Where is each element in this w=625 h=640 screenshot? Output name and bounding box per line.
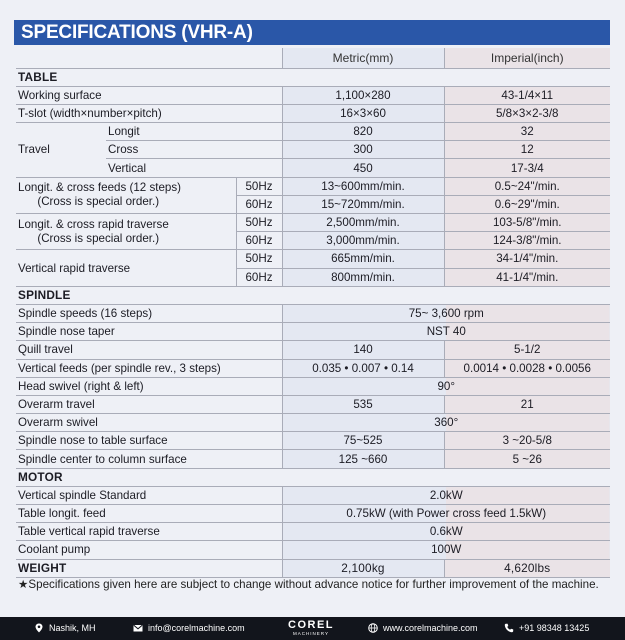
row-label: T-slot (width×number×pitch) xyxy=(16,104,282,122)
combined-value: NST 40 xyxy=(282,323,610,341)
table-row xyxy=(16,359,610,377)
combined-value: 100W xyxy=(282,541,610,559)
table-row xyxy=(16,432,610,450)
row-label: Working surface xyxy=(16,86,282,104)
imperial-value: 5/8×3×2-3/8 xyxy=(444,104,610,122)
phone-text: +91 98348 13425 xyxy=(519,623,590,633)
imperial-value: 0.0014 • 0.0028 • 0.0056 xyxy=(444,359,610,377)
location-pin-icon xyxy=(34,623,44,633)
imperial-value: 124-3/8"/min. xyxy=(444,232,610,250)
table-row xyxy=(16,123,610,141)
table-row xyxy=(16,395,610,413)
combined-value: 75~ 3,600 rpm xyxy=(282,304,610,322)
table-row xyxy=(16,541,610,559)
combined-value: 2.0kW xyxy=(282,486,610,504)
table-header-row xyxy=(16,48,610,68)
imperial-value: 4,620lbs xyxy=(444,559,610,577)
footer-phone[interactable] xyxy=(504,623,589,633)
section-motor xyxy=(16,468,610,486)
table-row xyxy=(16,214,610,232)
section-table xyxy=(16,68,610,86)
combined-value: 90° xyxy=(282,377,610,395)
imperial-value: 5 ~26 xyxy=(444,450,610,468)
imperial-value: 103-5/8"/min. xyxy=(444,214,610,232)
frequency-60hz: 60Hz xyxy=(236,195,282,213)
table-row xyxy=(16,104,610,122)
section-spindle xyxy=(16,286,610,304)
row-sublabel: Cross xyxy=(106,141,282,159)
metric-value: 665mm/min. xyxy=(282,250,444,268)
metric-value: 140 xyxy=(282,341,444,359)
frequency-60hz: 60Hz xyxy=(236,268,282,286)
imperial-value: 12 xyxy=(444,141,610,159)
phone-icon xyxy=(504,623,514,633)
feeds-label-line1: Longit. & cross feeds (12 steps) xyxy=(18,181,182,195)
section-heading: TABLE xyxy=(16,68,610,86)
globe-icon xyxy=(368,623,378,633)
row-label: Spindle nose to table surface xyxy=(16,432,282,450)
imperial-value: 21 xyxy=(444,395,610,413)
footer-location xyxy=(34,623,96,633)
metric-value: 450 xyxy=(282,159,444,177)
logo-subtext: MACHINERY xyxy=(293,631,329,636)
logo-text: COREL xyxy=(288,619,334,631)
section-heading: SPINDLE xyxy=(16,286,610,304)
metric-value: 3,000mm/min. xyxy=(282,232,444,250)
header-blank xyxy=(16,48,282,68)
travel-label: Travel xyxy=(16,123,106,178)
metric-value: 15~720mm/min. xyxy=(282,195,444,213)
metric-value: 13~600mm/min. xyxy=(282,177,444,195)
imperial-value: 5-1/2 xyxy=(444,341,610,359)
corel-logo xyxy=(288,619,334,637)
section-heading: MOTOR xyxy=(16,468,610,486)
row-label: Table longit. feed xyxy=(16,505,282,523)
row-label: Quill travel xyxy=(16,341,282,359)
section-weight xyxy=(16,559,610,577)
metric-value: 820 xyxy=(282,123,444,141)
imperial-value: 3 ~20-5/8 xyxy=(444,432,610,450)
row-label: Overarm travel xyxy=(16,395,282,413)
frequency-60hz: 60Hz xyxy=(236,232,282,250)
table-row xyxy=(16,141,610,159)
location-text: Nashik, MH xyxy=(49,623,96,633)
footer-bar xyxy=(0,617,625,640)
imperial-value: 34-1/4"/min. xyxy=(444,250,610,268)
metric-value: 75~525 xyxy=(282,432,444,450)
combined-value: 0.6kW xyxy=(282,523,610,541)
metric-value: 0.035 • 0.007 • 0.14 xyxy=(282,359,444,377)
email-icon xyxy=(133,623,143,633)
table-row xyxy=(16,414,610,432)
table-row xyxy=(16,341,610,359)
table-row xyxy=(16,304,610,322)
row-label: Spindle center to column surface xyxy=(16,450,282,468)
imperial-value: 0.6~29"/min. xyxy=(444,195,610,213)
table-row xyxy=(16,323,610,341)
table-row xyxy=(16,450,610,468)
table-row xyxy=(16,486,610,504)
feeds-label-line2: (Cross is special order.) xyxy=(37,195,160,209)
website-text: www.corelmachine.com xyxy=(383,623,478,633)
table-row xyxy=(16,505,610,523)
table-row xyxy=(16,159,610,177)
specifications-table xyxy=(16,48,610,578)
row-label: Spindle nose taper xyxy=(16,323,282,341)
table-row xyxy=(16,177,610,195)
metric-header: Metric(mm) xyxy=(282,48,444,68)
table-row xyxy=(16,250,610,268)
frequency-50hz: 50Hz xyxy=(236,177,282,195)
row-label: Vertical spindle Standard xyxy=(16,486,282,504)
combined-value: 0.75kW (with Power cross feed 1.5kW) xyxy=(282,505,610,523)
specification-note: ★Specifications given here are subject to change without advance notice for further improvement of the machine. xyxy=(18,578,599,591)
row-sublabel: Vertical xyxy=(106,159,282,177)
metric-value: 16×3×60 xyxy=(282,104,444,122)
imperial-value: 32 xyxy=(444,123,610,141)
row-label: Coolant pump xyxy=(16,541,282,559)
feeds-label xyxy=(16,177,236,213)
row-label: Overarm swivel xyxy=(16,414,282,432)
imperial-value: 41-1/4"/min. xyxy=(444,268,610,286)
frequency-50hz: 50Hz xyxy=(236,214,282,232)
metric-value: 2,100kg xyxy=(282,559,444,577)
row-label: Vertical feeds (per spindle rev., 3 steps) xyxy=(16,359,282,377)
email-text: info@corelmachine.com xyxy=(148,623,245,633)
rapid-label-line1: Longit. & cross rapid traverse xyxy=(18,217,169,231)
metric-value: 2,500mm/min. xyxy=(282,214,444,232)
row-label: Head swivel (right & left) xyxy=(16,377,282,395)
rapid-label xyxy=(16,214,236,250)
section-heading: WEIGHT xyxy=(16,559,282,577)
table-row xyxy=(16,86,610,104)
metric-value: 1,100×280 xyxy=(282,86,444,104)
row-label: Spindle speeds (16 steps) xyxy=(16,304,282,322)
vertical-rapid-label: Vertical rapid traverse xyxy=(16,250,236,286)
row-label: Table vertical rapid traverse xyxy=(16,523,282,541)
imperial-value: 17-3/4 xyxy=(444,159,610,177)
metric-value: 535 xyxy=(282,395,444,413)
frequency-50hz: 50Hz xyxy=(236,250,282,268)
combined-value: 360° xyxy=(282,414,610,432)
footer-email[interactable] xyxy=(133,623,245,633)
page-title: SPECIFICATIONS (VHR-A) xyxy=(14,20,610,45)
rapid-label-line2: (Cross is special order.) xyxy=(37,231,160,245)
footer-website[interactable] xyxy=(368,623,478,633)
imperial-header: Imperial(inch) xyxy=(444,48,610,68)
imperial-value: 0.5~24"/min. xyxy=(444,177,610,195)
metric-value: 300 xyxy=(282,141,444,159)
table-row xyxy=(16,377,610,395)
table-row xyxy=(16,523,610,541)
metric-value: 125 ~660 xyxy=(282,450,444,468)
metric-value: 800mm/min. xyxy=(282,268,444,286)
row-sublabel: Longit xyxy=(106,123,282,141)
imperial-value: 43-1/4×11 xyxy=(444,86,610,104)
